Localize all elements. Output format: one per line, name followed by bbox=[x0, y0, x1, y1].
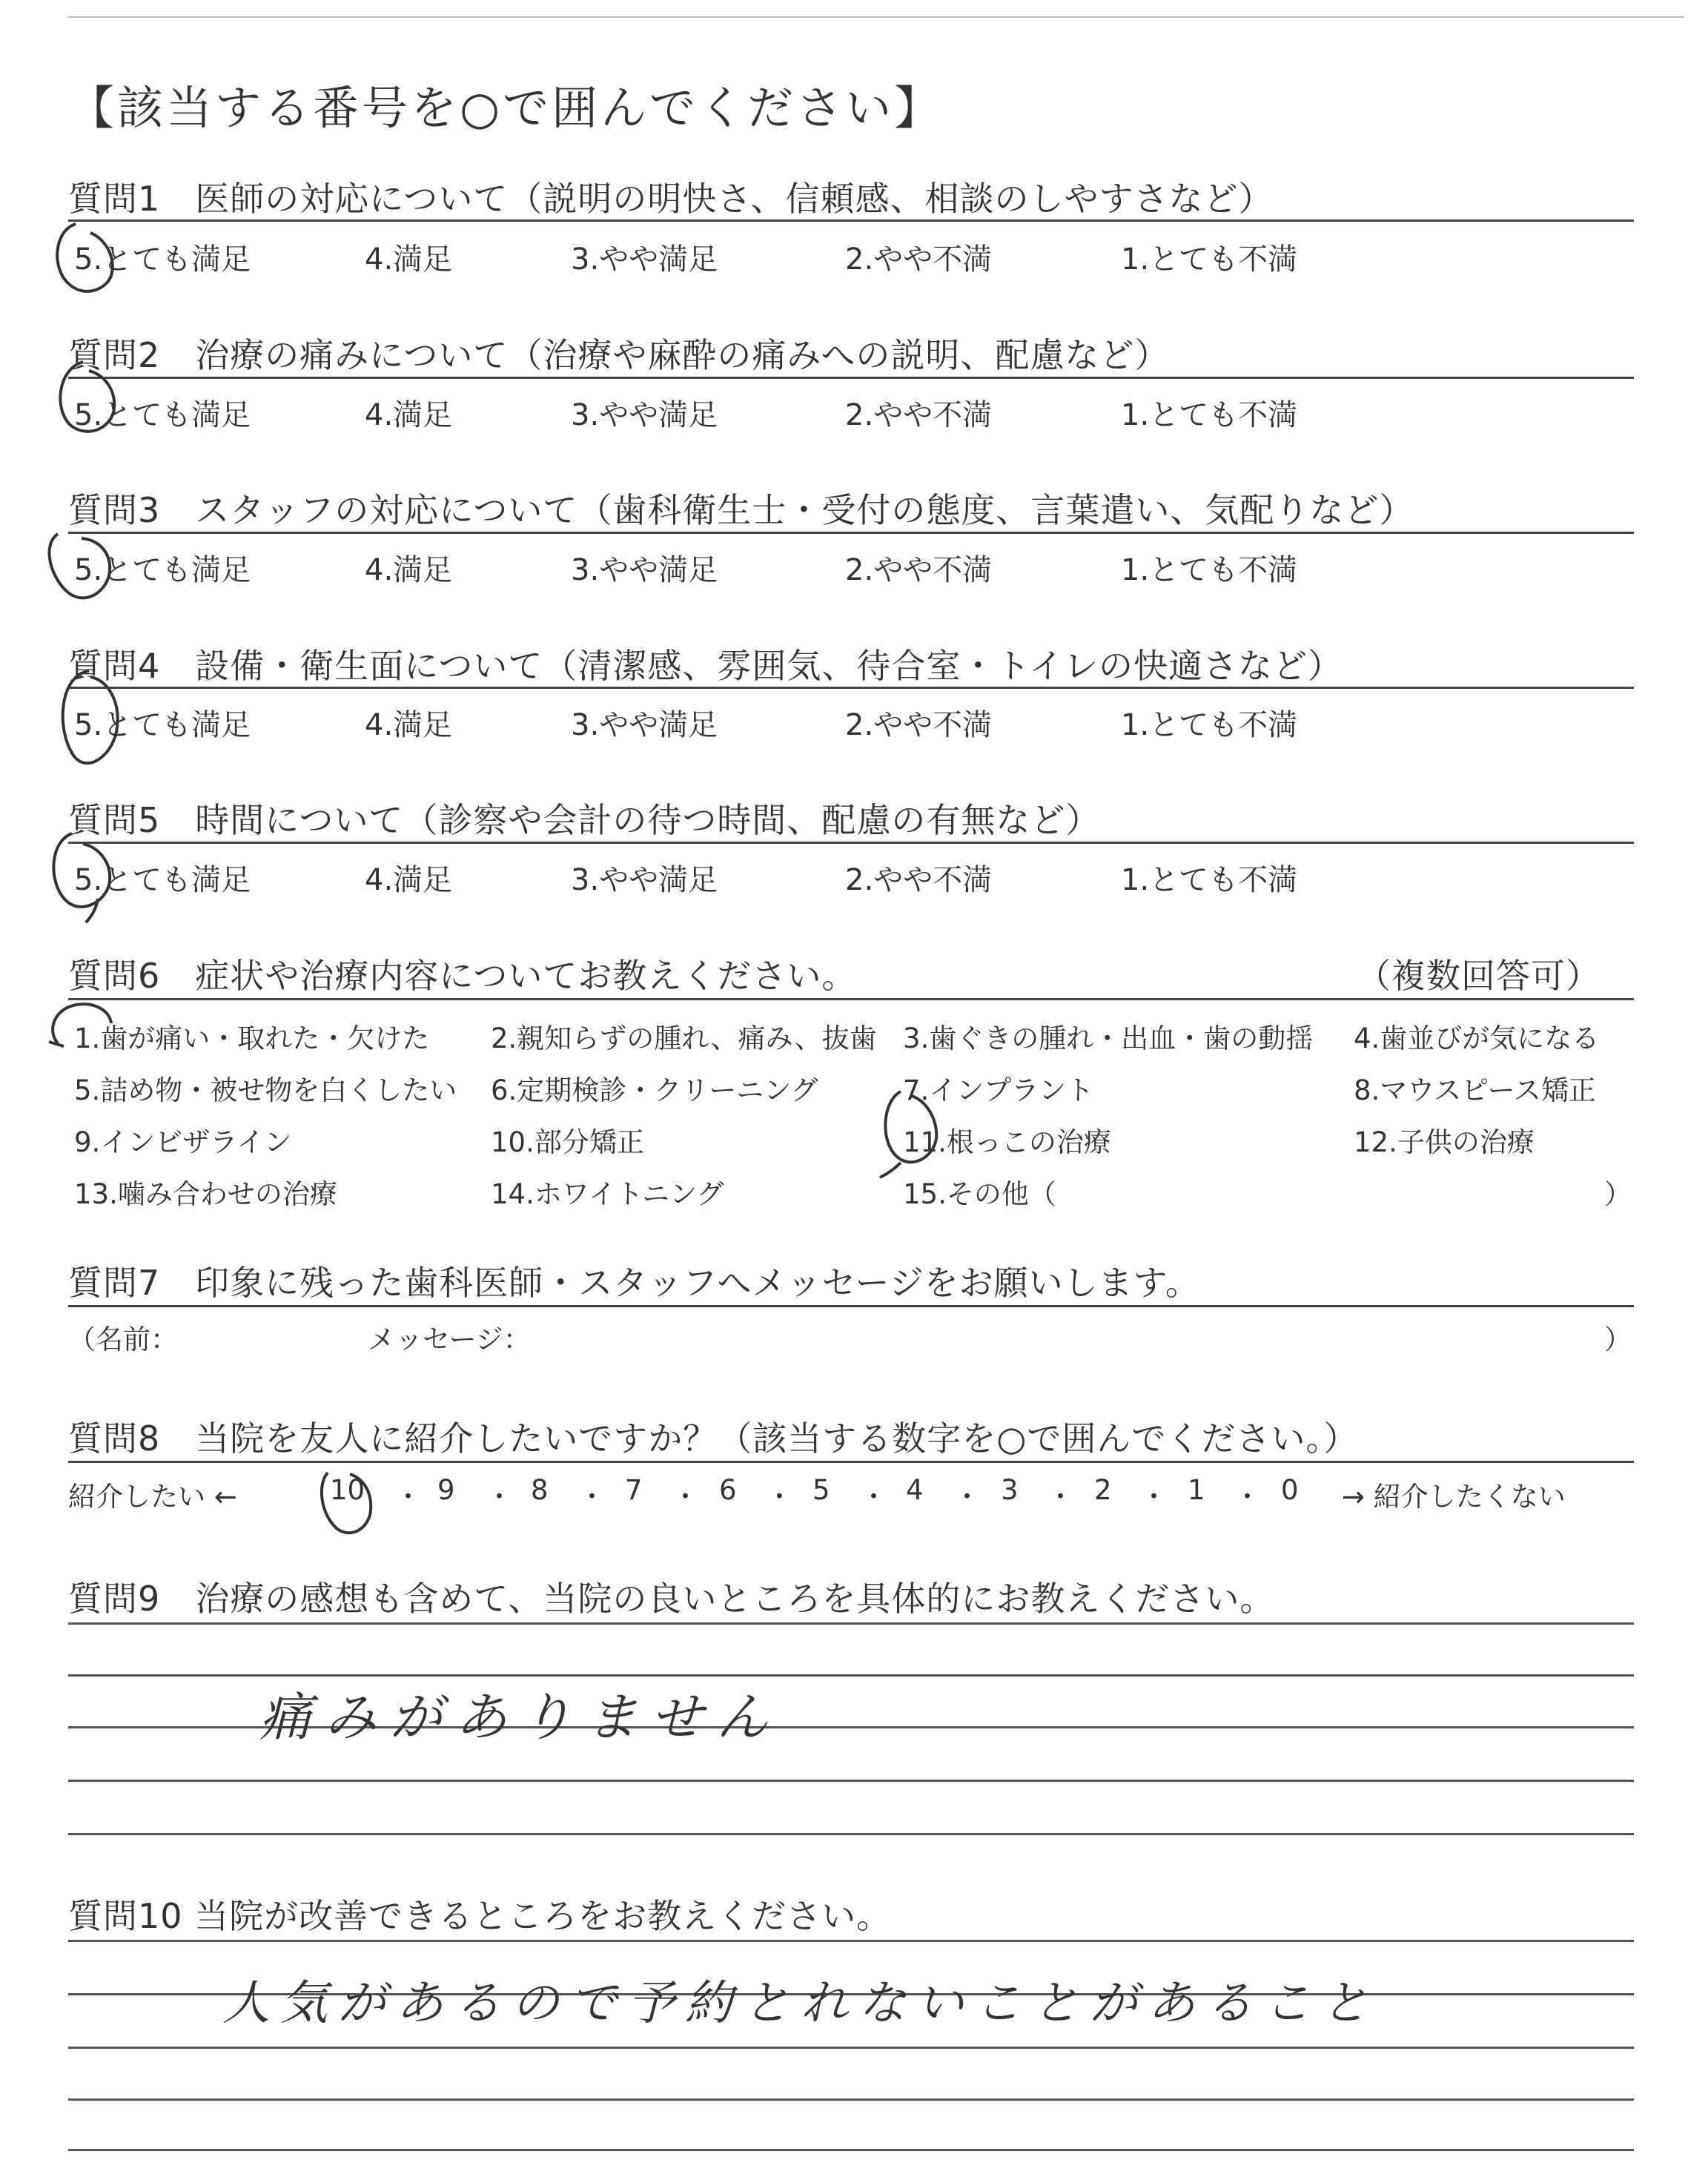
q8-score-4[interactable]: 4 bbox=[906, 1474, 924, 1506]
answer-line bbox=[68, 1940, 1634, 1942]
answer-line bbox=[68, 1622, 1634, 1625]
q1-option-2[interactable]: 2.やや不満 bbox=[845, 242, 993, 277]
q6-item-6[interactable]: 6.定期検診・クリーニング bbox=[491, 1074, 818, 1106]
q5-option-2[interactable]: 2.やや不満 bbox=[845, 863, 993, 897]
question-8-title: 質問8 当院を友人に紹介したいですか？（該当する数字を○で囲んでください。） bbox=[68, 1418, 1359, 1459]
q7-close-paren: ） bbox=[1604, 1324, 1632, 1355]
q3-option-5[interactable]: 5.とても満足 bbox=[74, 553, 251, 587]
hand-drawn-circle-mark bbox=[36, 519, 132, 615]
q6-item-9[interactable]: 9.インビザライン bbox=[74, 1126, 292, 1158]
question-8-rule bbox=[68, 1461, 1634, 1463]
q6-item-2[interactable]: 2.親知らずの腫れ、痛み、抜歯 bbox=[491, 1023, 877, 1054]
q1-option-5[interactable]: 5.とても満足 bbox=[74, 242, 251, 277]
q6-item-15[interactable]: 15.その他（ bbox=[903, 1178, 1056, 1210]
q8-score-10[interactable]: 10 bbox=[330, 1474, 365, 1506]
q3-option-4[interactable]: 4.満足 bbox=[365, 553, 453, 587]
answer-line bbox=[68, 2047, 1634, 2049]
question-7-title: 質問7 印象に残った歯科医師・スタッフへメッセージをお願いします。 bbox=[68, 1263, 1200, 1303]
answer-line bbox=[68, 2098, 1634, 2101]
q8-score-2[interactable]: 2 bbox=[1094, 1474, 1112, 1506]
q8-separator: ・ bbox=[1047, 1481, 1074, 1513]
question-3-rule bbox=[68, 532, 1634, 534]
question-10-title: 質問10 当院が改善できるところをお教えください。 bbox=[68, 1896, 892, 1936]
q2-option-5[interactable]: 5.とても満足 bbox=[74, 398, 251, 432]
q8-separator: ・ bbox=[486, 1481, 513, 1513]
q6-item-4[interactable]: 4.歯並びが気になる bbox=[1354, 1023, 1600, 1054]
q9-handwritten-answer: 痛みがありません bbox=[259, 1687, 781, 1748]
form-header: 【該当する番号を○で囲んでください】 bbox=[68, 81, 944, 135]
q5-option-4[interactable]: 4.満足 bbox=[365, 863, 453, 897]
q2-option-1[interactable]: 1.とても不満 bbox=[1121, 398, 1298, 432]
q8-score-9[interactable]: 9 bbox=[437, 1474, 455, 1506]
q8-separator: ・ bbox=[394, 1481, 422, 1513]
q8-separator: ・ bbox=[766, 1481, 793, 1513]
question-9-title: 質問9 治療の感想も含めて、当院の良いところを具体的にお教えください。 bbox=[68, 1579, 1275, 1619]
q6-item-15-close: ） bbox=[1604, 1178, 1632, 1210]
q8-score-3[interactable]: 3 bbox=[1001, 1474, 1019, 1506]
q6-item-11[interactable]: 11.根っこの治療 bbox=[903, 1126, 1111, 1158]
q8-score-1[interactable]: 1 bbox=[1188, 1474, 1205, 1506]
q3-option-3[interactable]: 3.やや満足 bbox=[571, 553, 718, 587]
q8-score-8[interactable]: 8 bbox=[531, 1474, 549, 1506]
q6-item-13[interactable]: 13.噛み合わせの治療 bbox=[74, 1178, 337, 1210]
q5-option-3[interactable]: 3.やや満足 bbox=[571, 863, 718, 897]
q6-item-1[interactable]: 1.歯が痛い・取れた・欠けた bbox=[74, 1023, 430, 1054]
q6-item-14[interactable]: 14.ホワイトニング bbox=[491, 1178, 724, 1210]
q4-option-2[interactable]: 2.やや不満 bbox=[845, 708, 993, 742]
q8-right-label: → 紹介したくない bbox=[1342, 1481, 1566, 1513]
q8-separator: ・ bbox=[578, 1481, 606, 1513]
question-3-title: 質問3 スタッフの対応について（歯科衛生士・受付の態度、言葉遣い、気配りなど） bbox=[68, 490, 1414, 530]
q4-option-1[interactable]: 1.とても不満 bbox=[1121, 708, 1298, 742]
question-6-title: 質問6 症状や治療内容についてお教えください。 bbox=[68, 956, 857, 996]
question-4-rule bbox=[68, 687, 1634, 689]
q4-option-4[interactable]: 4.満足 bbox=[365, 708, 453, 742]
hand-drawn-circle-mark bbox=[44, 664, 141, 782]
q8-score-6[interactable]: 6 bbox=[719, 1474, 737, 1506]
q7-name-label: （名前： bbox=[68, 1324, 178, 1355]
question-1-rule bbox=[68, 219, 1634, 222]
scan-edge bbox=[68, 16, 1684, 18]
q1-option-4[interactable]: 4.満足 bbox=[365, 242, 453, 277]
q8-separator: ・ bbox=[1140, 1481, 1168, 1513]
hand-drawn-circle-mark bbox=[39, 825, 135, 928]
hand-drawn-circle-mark bbox=[46, 217, 135, 305]
q4-option-5[interactable]: 5.とても満足 bbox=[74, 708, 251, 742]
q3-option-2[interactable]: 2.やや不満 bbox=[845, 553, 993, 587]
question-2-rule bbox=[68, 377, 1634, 379]
q8-score-5[interactable]: 5 bbox=[812, 1474, 830, 1506]
q10-handwritten-answer: 人気があるので予約とれないことがあること bbox=[222, 1976, 1379, 2031]
q6-item-3[interactable]: 3.歯ぐきの腫れ・出血・歯の動揺 bbox=[903, 1023, 1314, 1054]
question-5-title: 質問5 時間について（診察や会計の待つ時間、配慮の有無など） bbox=[68, 800, 1101, 840]
q8-left-label: 紹介したい ← bbox=[68, 1481, 237, 1513]
answer-line bbox=[68, 1833, 1634, 1835]
q8-separator: ・ bbox=[953, 1481, 981, 1513]
question-7-rule bbox=[68, 1305, 1634, 1307]
q6-item-5[interactable]: 5.詰め物・被せ物を白くしたい bbox=[74, 1074, 457, 1106]
q6-item-7[interactable]: 7.インプラント bbox=[903, 1074, 1094, 1106]
hand-drawn-circle-mark bbox=[43, 997, 125, 1057]
q8-separator: ・ bbox=[1234, 1481, 1261, 1513]
q2-option-2[interactable]: 2.やや不満 bbox=[845, 398, 993, 432]
q6-item-12[interactable]: 12.子供の治療 bbox=[1354, 1126, 1535, 1158]
question-6-note: （複数回答可） bbox=[1357, 956, 1601, 996]
question-4-title: 質問4 設備・衛生面について（清潔感、雰囲気、待合室・トイレの快適さなど） bbox=[68, 646, 1343, 686]
q8-separator: ・ bbox=[672, 1481, 699, 1513]
hand-drawn-circle-mark bbox=[311, 1462, 385, 1544]
q5-option-1[interactable]: 1.とても不満 bbox=[1121, 863, 1298, 897]
q4-option-3[interactable]: 3.やや満足 bbox=[571, 708, 718, 742]
q2-option-4[interactable]: 4.満足 bbox=[365, 398, 453, 432]
question-5-rule bbox=[68, 842, 1634, 844]
question-1-title: 質問1 医師の対応について（説明の明快さ、信頼感、相談のしやすさなど） bbox=[68, 179, 1274, 219]
q1-option-1[interactable]: 1.とても不満 bbox=[1121, 242, 1298, 277]
answer-line bbox=[68, 1780, 1634, 1782]
answer-line bbox=[68, 2149, 1634, 2151]
q7-message-label: メッセージ： bbox=[368, 1324, 531, 1355]
q6-item-10[interactable]: 10.部分矯正 bbox=[491, 1126, 644, 1158]
q6-item-8[interactable]: 8.マウスピース矯正 bbox=[1354, 1074, 1596, 1106]
hand-drawn-circle-mark bbox=[46, 356, 135, 445]
q8-separator: ・ bbox=[860, 1481, 887, 1513]
q2-option-3[interactable]: 3.やや満足 bbox=[571, 398, 718, 432]
q1-option-3[interactable]: 3.やや満足 bbox=[571, 242, 718, 277]
hand-drawn-circle-mark bbox=[871, 1083, 953, 1186]
q8-score-0[interactable]: 0 bbox=[1281, 1474, 1299, 1506]
q5-option-5[interactable]: 5.とても満足 bbox=[74, 863, 251, 897]
question-6-rule bbox=[68, 998, 1634, 1000]
q8-score-7[interactable]: 7 bbox=[625, 1474, 643, 1506]
q3-option-1[interactable]: 1.とても不満 bbox=[1121, 553, 1298, 587]
question-2-title: 質問2 治療の痛みについて（治療や麻酔の痛みへの説明、配慮など） bbox=[68, 335, 1170, 375]
